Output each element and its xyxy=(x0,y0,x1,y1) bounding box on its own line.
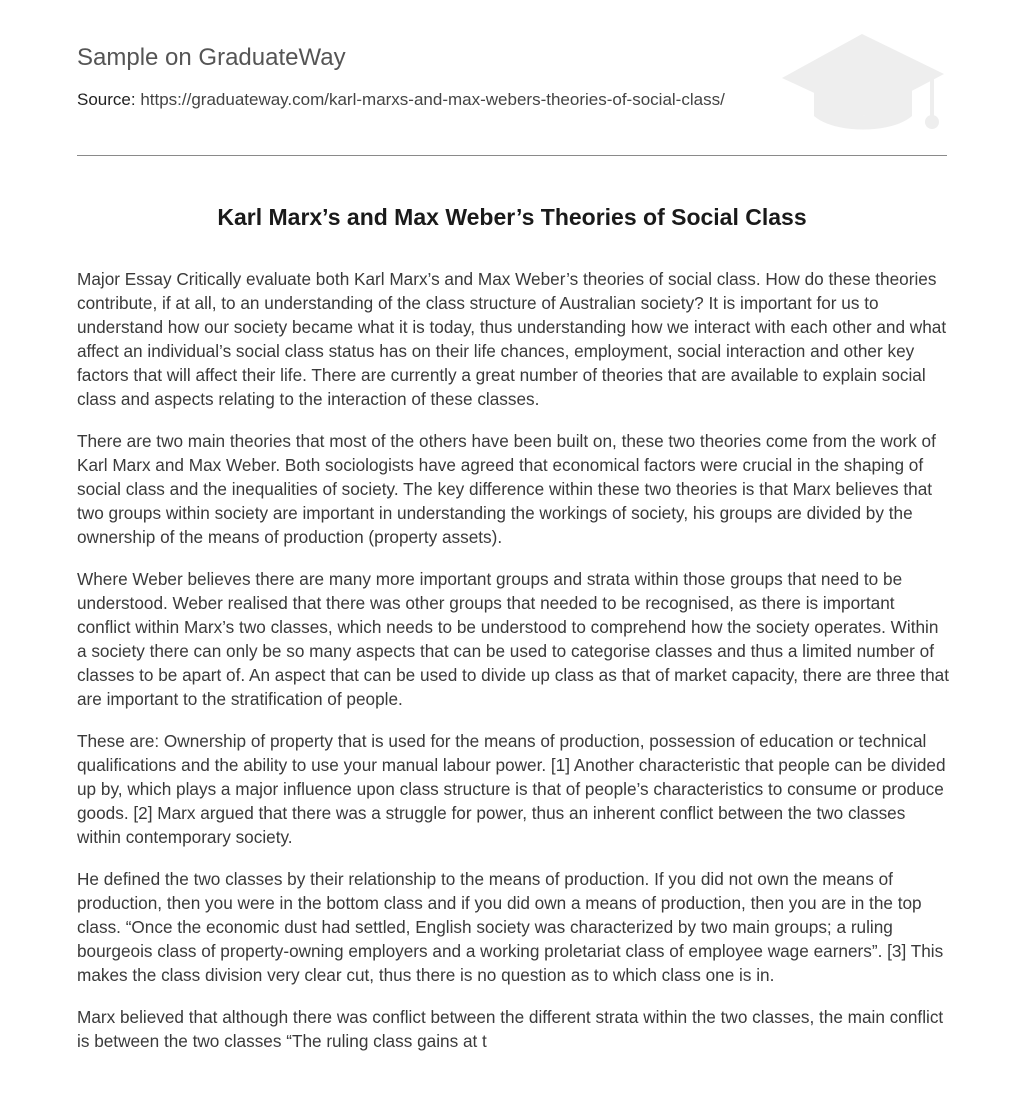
source-line xyxy=(77,90,725,110)
article-title: Karl Marx’s and Max Weber’s Theories of Social Class xyxy=(217,204,807,230)
header-divider xyxy=(77,155,947,156)
source-link[interactable]: https://graduateway.com/karl-marxs-and-max-webers-theories-of-social-class/ xyxy=(140,90,725,109)
article-paragraph: Marx believed that although there was conflict between the different strata within the two classes, the main conflict is between the two classes “The ruling class gains at t xyxy=(77,1007,944,1051)
site-name: Sample on GraduateWay xyxy=(77,44,346,71)
article-paragraph: There are two main theories that most of the others have been built on, these two theories come from the work of Karl Marx and Max Weber. Both sociologists have agreed that economical factors were crucial in the shaping of social class and the inequalities of society. The key difference within these two theories is that Marx believes that two groups within society are important in understanding the workings of society, his groups are divided by the ownership of the means of production (property assets). xyxy=(77,431,936,547)
source-label: Source: xyxy=(77,90,141,109)
article-paragraph: He defined the two classes by their relationship to the means of production. If you did not own the means of production, then you were in the bottom class and if you did own a means of production, then you are in the top class. “Once the economic dust had settled, English society was characterized by two main groups; a ruling bourgeois class of property-owning employers and a working proletariat class of employee wage earners”. [3] This makes the class division very clear cut, thus there is no question as to which class one is in. xyxy=(77,869,944,985)
article-paragraph: Where Weber believes there are many more important groups and strata within those groups that need to be understood. Weber realised that there was other groups that needed to be recognised, as there is important conflict within Marx’s two classes, which needs to be understood to comprehend how the society operates. Within a society there can only be so many aspects that can be used to categorise classes and thus a limited number of classes to be apart of. An aspect that can be used to divide up class as that of market capacity, there are three that are important to the stratification of people. xyxy=(77,569,949,709)
cap-tassel-cord xyxy=(930,74,934,120)
cap-tassel-end xyxy=(925,115,939,129)
article-paragraph: These are: Ownership of property that is used for the means of production, possession of education or technical qualifications and the ability to use your manual labour power. [1] Another characteristic that people can be divided up by, which plays a major influence upon class structure is that of people’s characteristics to consume or produce goods. [2] Marx argued that there was a struggle for power, thus an inherent conflict between the two classes within contemporary society. xyxy=(77,731,946,847)
graduation-cap-icon xyxy=(780,30,948,132)
article-paragraph: Major Essay Critically evaluate both Karl Marx’s and Max Weber’s theories of social class. How do these theories contribute, if at all, to an understanding of the class structure of Australian society? It is important for us to understand how our society became what it is today, thus understanding how we interact with each other and what affect an individual’s social class status has on their life chances, employment, social interaction and other key factors that will affect their life. There are currently a great number of theories that are available to explain social class and aspects relating to the interaction of these classes. xyxy=(77,269,947,409)
page-header xyxy=(77,0,947,156)
cap-board xyxy=(782,34,944,116)
article-body xyxy=(77,267,951,1071)
